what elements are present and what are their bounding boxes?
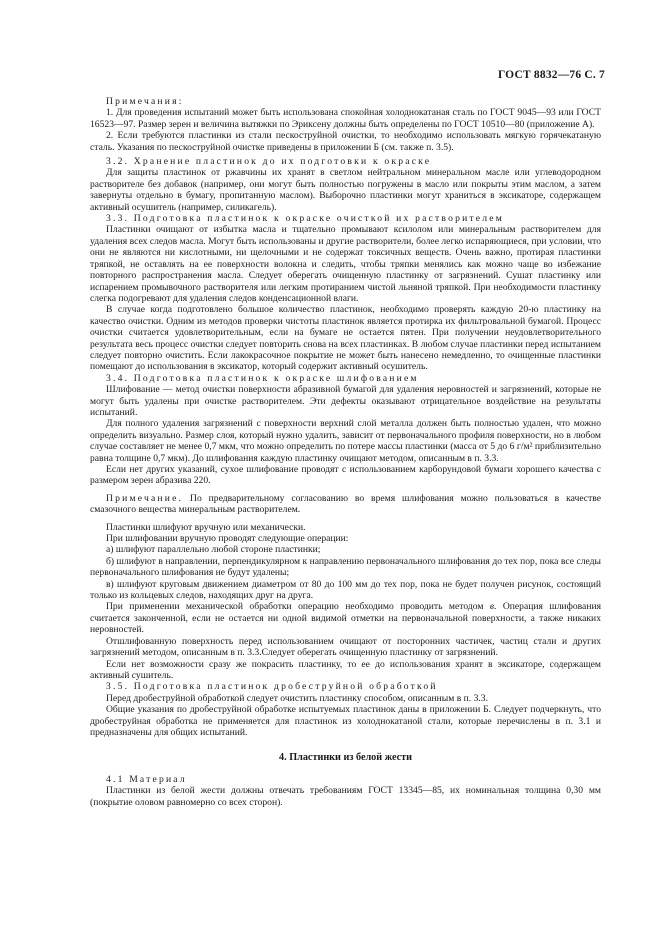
section-3-2-paragraph: Для защиты пластинок от ржавчины их хранят в светлом нейтральном минеральном масле или углеводородном растворителе без добавок (например, они могут быть полностью погружены в масло или покрыты этим маслом, а затем завернуты отдельно в бумагу, пропитанную маслом). Выборочно пластинки могут храниться в эксикаторе, содержащем активный осушитель (например, силикагель). [90,167,601,213]
section-3-4-paragraph-1: Шлифование — метод очистки поверхности абразивной бумагой для удаления неровностей и загрязнений, которые не могут быть удалены при очистке растворителем. Эти дефекты оказывают отрицательное воздействие на результаты испытаний. [90,384,601,418]
section-3-3-paragraph-2: В случае когда подготовлено большое количество пластинок, необходимо проверять каждую 20-ю пластинку на качество очистки. Одним из методов проверки чистоты пластинок является протирка их фильтровальной бумагой. Процесс очистки считается удовлетворительным, если на бумаге не остается пятен. При получении неудовлетворительного результата весь процесс очистки следует повторить снова на всех пластинках. В любом случае пластинки перед испытанием следует повторно очистить. Если лакокрасочное покрытие не может быть нанесено немедленно, то очищенные пластинки помещают до использования в эксикатор, который содержит активный осушитель. [90,304,601,373]
notes-label: Примечания: [106,96,184,107]
section-3-5-paragraph-1: Перед дробеструйной обработкой следует очистить пластинку способом, описанным в п. 3.3. [106,692,488,704]
section-3-5-paragraph-2: Общие указания по дробеструйной обработке испытуемых пластинок даны в приложении Б. Следует подчеркнуть, что дробеструйная обработка не применяется для пластинок из холоднокатаной стали, которые перечислены в п. 3.1 и предназначены для общих испытаний. [90,704,601,738]
list-item-a: а) шлифуют параллельно любой стороне пластинки; [106,544,321,556]
section-3-4-heading: 3.4. Подготовка пластинок к окраске шлифованием [106,372,419,384]
note-2: 2. Если требуются пластинки из стали пескоструйной очистки, то необходимо использовать мягкую горячекатаную сталь. Указания по пескоструйной очистке приведены в приложении Б (см. также п. 3.5). [90,130,601,153]
section-3-4-paragraph-8: Если нет возможности сразу же покрасить пластинку, то ее до использования хранят в эксикаторе, содержащем активный сушитель. [90,658,601,681]
section-4-1-paragraph: Пластинки из белой жести должны отвечать требованиям ГОСТ 13345—85, их номинальная толщина 0,30 мм (покрытие оловом равномерно со всех сторон). [90,785,601,808]
section-3-4-paragraph-4: Пластинки шлифуют вручную или механически. [106,521,306,533]
page-content [90,96,601,808]
section-3-3-paragraph-1: Пластинки очищают от избытка масла и тщательно промывают ксилолом или минеральным растворителем для удаления всех следов масла. Могут быть использованы и другие растворители, более легко испаряющиеся, при условии, что они не являются ни кислотными, ни щелочными и не содержат токсичных веществ. Очень важно, протирая пластинки тряпкой, не оставлять на ее поверхности волокна и следить, чтобы тряпки менялись как можно чаще во избежание повторного распространения масла. Следует оберегать очищенную пластинку от загрязнений. Сушат пластинку или испарением промывочного растворителя или легким протиранием чистой льняной тряпкой. При необходимости пластинку слегка подогревают для удаления следов конденсационной влаги. [90,224,601,304]
section-3-3-heading: 3.3. Подготовка пластинок к окраске очисткой их растворителем [106,213,504,225]
section-3-5-heading: 3.5. Подготовка пластинок дробеструйной обработкой [106,681,438,693]
paragraph-6-end: . Операция шлифования считается законченной, если не остается ни одной видимой отметки на первоначальной поверхности, а также никаких неровностей. [90,601,601,636]
list-item-v: в) шлифуют круговым движением диаметром от 80 до 100 мм до тех пор, пока не будет получен рисунок, состоящий только из кольцевых следов, находящих друг на друга. [90,578,601,602]
section-3-4-paragraph-2: Для полного удаления загрязнений с поверхности верхний слой металла должен быть полностью удален, что можно определить визуально. Размер слоя, который нужно удалить, зависит от первоначального профиля поверхности, но в любом случае составляет не менее 0,7 мкм, что можно определить по потере массы пластинки (масса от 5 до 6 г/м² приблизительно равна толщине 0,7 мкм). До шлифования каждую пластинку очищают методом, описанным в п. 3.3. [90,418,601,464]
paragraph-6-start: При применении механической обработки операцию необходимо проводить методом [106,601,490,613]
list-item-b: б) шлифуют в направлении, перпендикулярном к направлению первоначального шлифования до тех пор, пока все следы первоначального шлифования не будут удалены; [90,555,601,579]
section-3-4-paragraph-5: При шлифовании вручную проводят следующие операции: [106,533,349,545]
section-3-4-paragraph-7: Отшлифованную поверхность перед использованием очищают от посторонних частичек, частиц стали и других загрязнений методом, описанным в п. 3.3.Следует оберегать очищенную пластинку от загрязнений. [90,635,601,659]
section-3-4-paragraph-3: Если нет других указаний, сухое шлифование проводят с использованием карборундовой бумаги хорошего качества с размером зерен абразива 220. [90,464,601,487]
section-3-4-note [90,493,601,516]
note-1: 1. Для проведения испытаний может быть использована спокойная холоднокатаная сталь по ГОСТ 9045—93 или ГОСТ 16523—97. Размер зерен и величина вытяжки по Эриксену должны быть определены по ГОСТ 10510—80 (приложение А). [90,107,601,130]
section-4-title: 4. Пластинки из белой жести [279,752,412,764]
section-3-4-paragraph-6 [90,601,601,635]
note-label: Примечание. [106,492,184,504]
section-4-1-heading: 4.1 Материал [106,773,187,785]
section-3-2-heading: 3.2. Хранение пластинок до их подготовки к окраске [106,156,432,168]
note-text: По предварительному согласованию во время шлифования можно пользоваться в качестве смазочного вещества минеральным растворителем. [90,492,601,516]
page-header: ГОСТ 8832—76 С. 7 [497,69,605,81]
method-letter: в [489,601,495,613]
